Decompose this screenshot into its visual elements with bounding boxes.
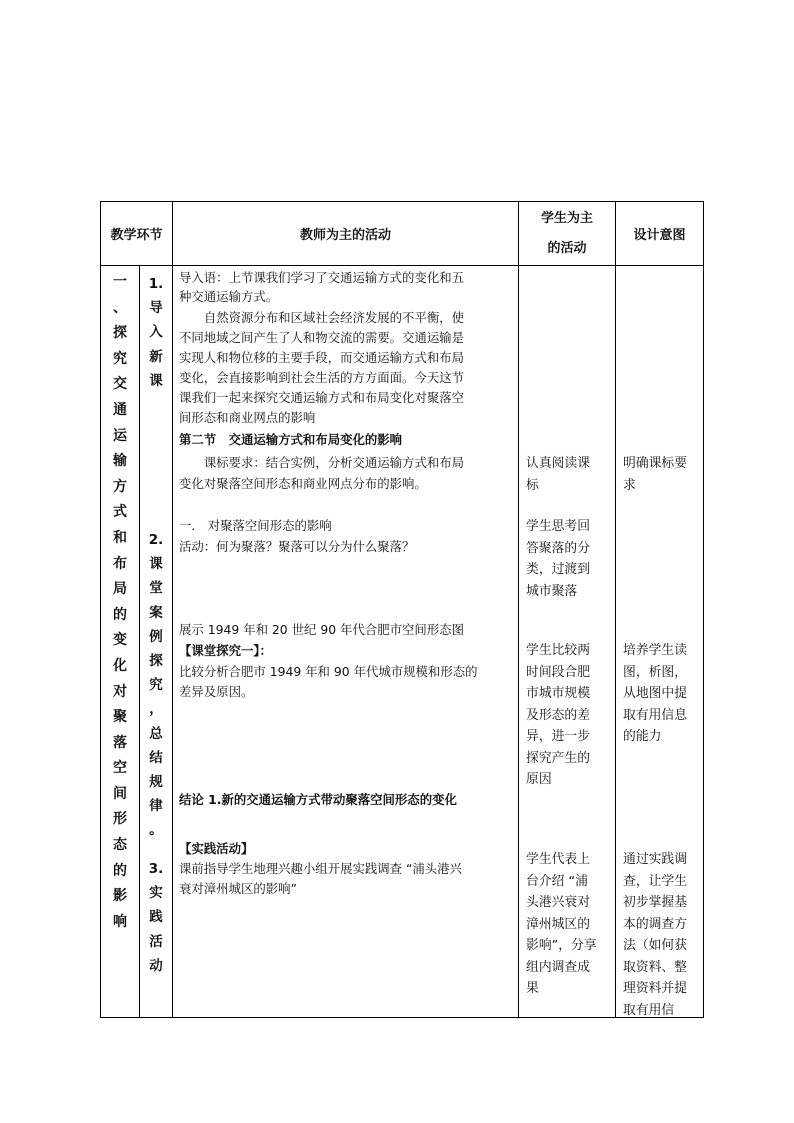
student-activity-line: 原因 [526,772,552,787]
design-intent-line: 理资料并提 [623,981,687,996]
substep-char: 堂 [149,580,163,597]
inquiry-line: 比较分析合肥市 1949 年和 90 年代城市规模和形态的 [179,664,478,679]
section-title-char: 响 [113,913,127,930]
design-intent-1 [623,453,697,496]
student-activity-line: 探究产生的 [526,750,590,766]
substep-char: ， [149,701,163,718]
student-activity-cell [519,266,616,1018]
substep-char: 课 [149,372,163,389]
student-activity-4 [526,849,609,1000]
teacher-intro-para-line: 不同地域之间产生了人和物交流的需要。交通运输是 [179,330,464,345]
student-activity-line: 异，进一步 [526,729,590,744]
teacher-intro-para-line: 变化，会直接影响到社会生活的方方面面。今天这节 [179,370,464,385]
section-title-char: 态 [113,837,127,854]
substep-char: 践 [149,909,163,926]
section-title-char: 影 [113,888,127,905]
section-title-char: 交 [113,376,127,393]
substep-cell [140,266,173,1018]
student-activity-2 [526,516,609,602]
header-design-intent: 设计意图 [616,202,704,266]
design-intent-2 [623,640,697,748]
student-activity-line: 市城市规模 [526,686,590,701]
student-activity-line: 漳州城区的 [526,916,590,932]
student-activity-line: 时间段合肥 [526,664,590,680]
substep-char: 入 [149,324,163,341]
student-activity-line: 学生代表上 [526,852,590,867]
section-title-cell [101,266,140,1018]
student-activity-line: 学生思考回 [526,519,590,534]
conclusion-1: 结论 1.新的交通运输方式带动聚落空间形态的变化 [179,792,457,807]
curriculum-standard-line: 变化对聚落空间形态和商业网点分布的影响。 [179,476,427,491]
part1-title: 一． 对聚落空间形态的影响 [179,518,332,533]
part1-activity: 活动：何为聚落？聚落可以分为什么聚落？ [179,539,415,554]
practice-line: 衰对漳州城区的影响” [179,881,297,896]
substep-char: 规 [149,774,163,791]
section-title-char: 布 [113,555,127,572]
student-activity-line: 学生比较两 [526,643,590,658]
section-title-char: 间 [113,785,127,802]
design-intent-line: 图，析图， [623,664,687,680]
header-student-activity [519,202,616,266]
substep-2 [140,528,172,843]
student-activity-line: 果 [526,981,539,996]
teacher-intro-para-line: 课我们一起来探究交通运输方式和布局变化对聚落空 [179,390,464,405]
design-intent-line: 取资料、整 [623,959,687,975]
student-activity-line: 认真阅读课 [526,456,590,471]
design-intent-line: 从地图中提 [623,686,687,701]
inquiry-title: 【课堂探究一】： [179,643,272,658]
student-activity-line: 组内调查成 [526,959,590,975]
substep-char: 导 [149,300,163,317]
section-title [101,266,139,935]
substep-char: 2. [148,532,164,548]
substep-char: 结 [149,749,163,766]
design-intent-line: 查，让学生 [623,873,687,889]
student-activity-line: 答聚落的分 [526,540,590,556]
student-activity-line: 城市聚落 [526,583,578,599]
section-title-char: 聚 [113,709,127,726]
section-title-char: 输 [113,453,127,470]
student-activity-line: 台介绍 “浦 [526,873,588,889]
section-title-char: 局 [113,581,127,598]
design-intent-line: 取有用信息 [623,707,687,723]
header-student-line2: 的活动 [547,240,587,256]
substep-char: 探 [149,653,163,670]
design-intent-line: 取有用信 [623,1002,675,1018]
student-activity-line: 头港兴衰对 [526,895,590,910]
substep-char: 新 [149,348,163,365]
practice-line: 课前指导学生地理兴趣小组开展实践调查 “浦头港兴 [179,861,462,876]
section-title-char: 形 [113,811,127,828]
lesson-plan-table [100,201,704,1018]
design-intent-line: 明确课标要 [623,456,687,471]
substep-char: 3. [148,861,164,877]
section-heading: 第二节 交通运输方式和布局变化的影响 [179,432,403,447]
header-stage: 教学环节 [101,202,173,266]
substep-char: 总 [149,725,163,742]
section-title-char: 落 [113,734,127,751]
curriculum-standard-line: 课标要求：结合实例，分析交通运输方式和布局 [203,455,465,470]
section-title-char: 、 [113,299,127,316]
teacher-intro-para-line: 自然资源分布和区域社会经济发展的不平衡，使 [203,310,465,325]
section-title-char: 一 [113,274,127,290]
teacher-intro-para-line: 实现人和物位移的主要手段，而交通运输方式和布局 [179,350,464,365]
design-intent-line: 本的调查方 [623,916,687,932]
student-activity-line: 类，过渡到 [526,562,590,577]
design-intent-line: 培养学生读 [623,643,687,658]
practice-title: 【实践活动】 [179,841,254,856]
student-activity-line: 标 [526,477,539,493]
substep-char: 1. [148,276,164,292]
design-intent-line: 通过实践调 [623,852,687,867]
section-title-char: 对 [113,683,127,700]
teacher-intro-para-line: 间形态和商业网点的影响 [179,410,316,425]
student-activity-line: 及形态的差 [526,707,590,723]
section-title-char: 通 [113,401,127,418]
substep-char: 律 [149,798,163,815]
design-intent-line: 的能力 [623,729,662,744]
header-teacher-activity: 教师为主的活动 [173,202,519,266]
section-title-char: 和 [113,529,127,546]
inquiry-line: 差异及原因。 [179,684,254,699]
design-intent-line: 初步掌握基 [623,895,687,910]
teacher-intro-line: 导入语：上节课我们学习了交通运输方式的变化和五 [179,270,464,285]
section-title-char: 方 [113,478,127,495]
design-intent-line: 求 [623,477,636,493]
student-activity-3 [526,640,609,791]
section-title-char: 探 [113,325,127,342]
table-header-row [101,202,704,266]
section-title-char: 的 [113,862,127,879]
header-student-line1: 学生为主 [541,210,594,226]
substep-char: 究 [149,677,163,694]
substep-char: 课 [149,556,163,573]
substep-char: 活 [149,933,163,950]
student-activity-line: 影响”，分享 [526,938,597,953]
teacher-activity-cell [173,266,519,1018]
section-title-char: 式 [113,504,127,521]
substep-char: 。 [149,822,163,839]
substep-1 [140,272,172,393]
design-intent-3 [623,849,697,1021]
section-title-char: 空 [113,760,127,777]
substep-char: 案 [149,604,163,621]
section-title-char: 的 [113,606,127,623]
section-title-char: 变 [113,632,127,649]
teacher-intro-line: 种交通运输方式。 [179,289,279,304]
map-show-line: 展示 1949 年和 20 世纪 90 年代合肥市空间形态图 [179,622,464,637]
section-title-char: 究 [113,350,127,367]
table-body-row [101,266,704,1018]
substep-char: 实 [149,885,163,902]
substep-char: 动 [149,957,163,974]
design-intent-line: 法（如何获 [623,938,687,953]
section-title-char: 化 [113,657,127,674]
section-title-char: 运 [113,427,127,444]
substep-char: 例 [149,628,163,645]
student-activity-1 [526,453,609,496]
design-intent-cell [616,266,704,1018]
substep-3 [140,857,172,978]
